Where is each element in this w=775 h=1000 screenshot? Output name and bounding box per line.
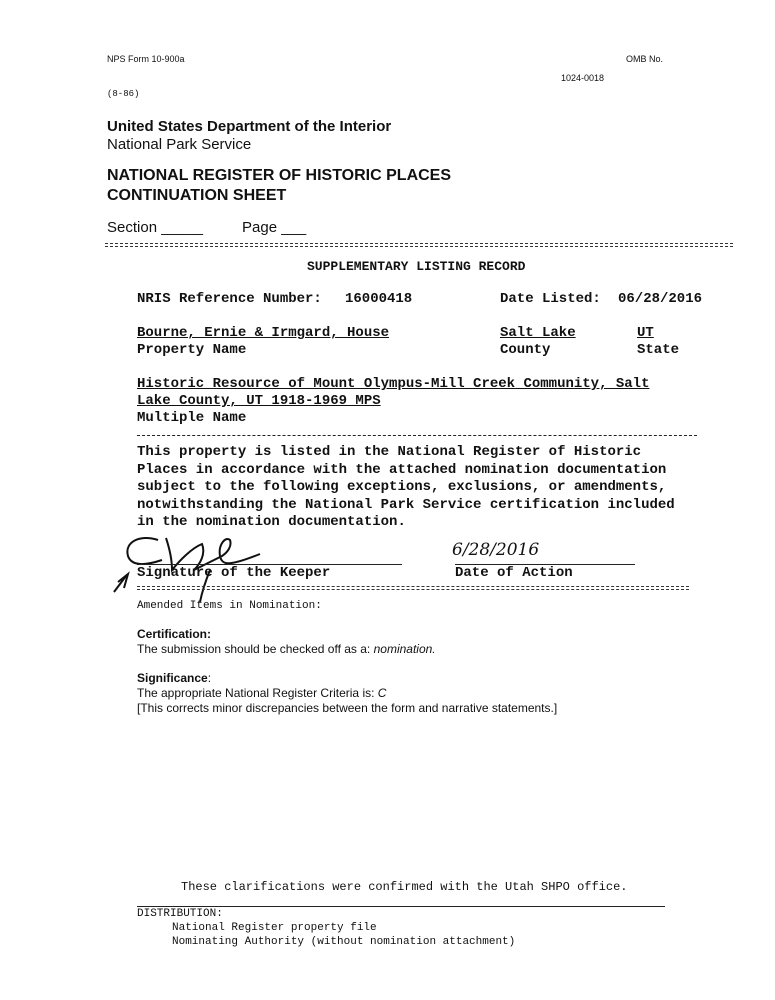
certification-heading: Certification:	[137, 627, 212, 641]
property-name-value: Bourne, Ernie & Irmgard, House	[137, 325, 390, 341]
page-field: Page ___	[242, 219, 307, 236]
nris-label: NRIS Reference Number:	[137, 291, 322, 307]
multiple-name-line1: Historic Resource of Mount Olympus-Mill Creek Community, Salt	[137, 376, 650, 392]
dashed-divider	[137, 435, 697, 436]
significance-text-prefix: The appropriate National Register Criteria is:	[137, 686, 378, 700]
omb-number: 1024-0018	[561, 73, 605, 83]
significance-note: [This corrects minor discrepancies between the form and narrative statements.]	[137, 701, 558, 715]
county-value: Salt Lake	[500, 325, 576, 341]
significance-colon: :	[207, 671, 212, 685]
double-rule-top	[105, 243, 733, 247]
distribution-rule	[137, 906, 665, 907]
significance-heading-text: Significance	[137, 671, 208, 685]
criteria-value: C	[377, 686, 387, 700]
amended-items-label: Amended Items in Nomination:	[137, 600, 322, 612]
county-label: County	[500, 342, 551, 358]
date-listed-label: Date Listed:	[500, 291, 601, 307]
distribution-item: National Register property file	[172, 922, 377, 934]
nris-value: 16000418	[345, 291, 413, 307]
service-name: National Park Service	[107, 136, 252, 153]
distribution-item: Nominating Authority (without nomination attachment)	[172, 936, 516, 948]
significance-text	[137, 686, 386, 700]
certification-text	[137, 642, 436, 656]
section-field: Section _____	[107, 219, 203, 236]
double-rule-bottom	[137, 586, 689, 590]
certification-text-prefix: The submission should be checked off as a:	[137, 642, 374, 656]
multiple-name-label: Multiple Name	[137, 410, 247, 426]
state-value: UT	[637, 325, 654, 341]
action-date-handwritten: 6/28/2016	[452, 540, 540, 560]
date-listed-value: 06/28/2016	[618, 291, 703, 307]
signature-label: Signature of the Keeper	[137, 565, 331, 581]
multiple-name-line2: Lake County, UT 1918-1969 MPS	[137, 393, 381, 409]
form-date: (8-86)	[107, 89, 140, 99]
form-number: NPS Form 10-900a	[107, 54, 185, 64]
action-date-label: Date of Action	[455, 565, 573, 581]
omb-label: OMB No.	[626, 54, 664, 64]
clarification-note: These clarifications were confirmed with the Utah SHPO office.	[181, 880, 628, 894]
page-title: NATIONAL REGISTER OF HISTORIC PLACES	[107, 167, 452, 184]
state-label: State	[637, 342, 680, 358]
page-subtitle: CONTINUATION SHEET	[107, 187, 287, 204]
distribution-label: DISTRIBUTION:	[137, 908, 223, 920]
significance-heading	[137, 671, 211, 685]
listing-statement: This property is listed in the National Register of Historic Places in accordance with the attached nomination documentation subject to the following exceptions, exclusions, or amendments, notwithstanding the National Park Service certification included in the nomination documentation.	[137, 444, 675, 530]
certification-type: nomination.	[373, 642, 436, 656]
property-name-label: Property Name	[137, 342, 247, 358]
agency-name: United States Department of the Interior	[107, 118, 392, 135]
record-heading: SUPPLEMENTARY LISTING RECORD	[307, 259, 526, 274]
